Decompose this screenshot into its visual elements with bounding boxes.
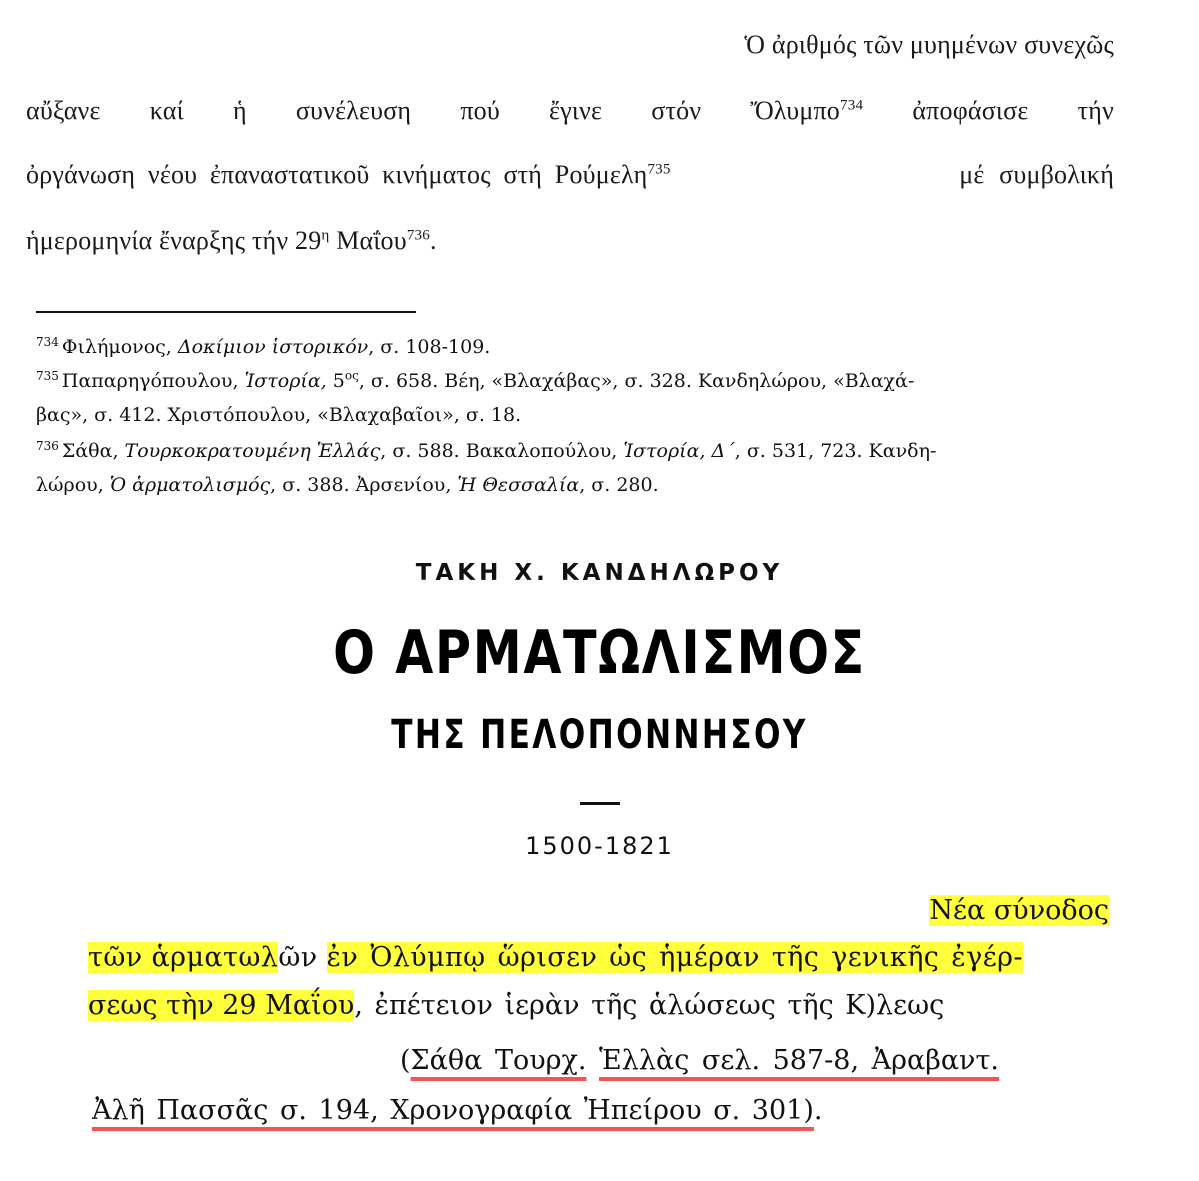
cover-divider [580,802,620,805]
word: αὔξανε [26,96,101,125]
word-olympos [750,96,863,126]
footnote-736-line1 [36,440,1126,462]
paren-open: ( [400,1045,411,1076]
footnote-title-italic: Ὁ ἁρματολισμός [109,474,271,496]
footnote-text: , σ. 388. Ἀρσενίου, [270,474,458,496]
footnote-text: Παπαρηγόπουλου, [61,370,245,392]
body-line-3 [26,160,1114,190]
period: . [430,226,437,255]
footnote-735-line2 [36,404,1126,426]
word: στόν [651,96,702,125]
excerpt-line-3 [88,990,944,1021]
footnote-text: 5 [326,370,345,392]
footnote-title-italic: Ἡ Θεσσαλία [457,474,580,496]
footnote-number: 735 [36,368,59,383]
footnote-735-line1 [36,370,1126,392]
footnote-ref-736[interactable]: 736 [406,227,431,244]
excerpt-line-4 [400,1045,999,1076]
underlined-citation: Σάθα Τουρχ. [410,1045,587,1076]
underlined-citation: Ἑλλὰς σελ. 587-8, Ἀραβαντ. [599,1045,999,1076]
month-text: Μαΐου [329,226,407,255]
footnote-text: , σ. 108-109. [368,336,491,358]
footnote-title-italic: Τουρκοκρατουμένη Ἑλλάς [124,440,381,462]
footnote-ref-734[interactable]: 734 [840,97,864,114]
book-author: ΤΑΚΗ Χ. ΚΑΝΔΗΛΩΡΟΥ [415,560,784,586]
book-subtitle: ΤΗΣ ΠΕΛΟΠΟΝΝΗΣΟΥ [391,712,808,758]
book-title: Ο ΑΡΜΑΤΩΛΙΣΜΟΣ [333,618,866,688]
footnote-title-italic: Ἱστορία, Δ΄ [623,440,735,462]
footnote-text: , σ. 658. Βέη, «Βλαχάβας», σ. 328. Κανδηλώρου, «Βλαχά- [358,370,915,392]
olympos-text: Ὄλυμπο [750,96,841,125]
highlighted-text: σεως τὴν 29 Μαΐου [88,990,355,1021]
footnote-title-italic: Ἱστορία, [244,370,327,392]
excerpt-line-5 [92,1095,822,1126]
ordinal-suffix: η [321,227,330,244]
footnote-title-italic: Δοκίμιον ἱστορικόν [177,336,369,358]
gap [586,1045,599,1076]
excerpt-text: ῶν [278,942,327,973]
footnote-text: , σ. 531, 723. Κανδη- [734,440,937,462]
footnote-text: , σ. 588. Βακαλοπούλου, [380,440,624,462]
word: ἡ [232,96,247,125]
highlighted-text: ἐν Ὀλύμπῳ ὥρισεν ὡς ἡμέραν τῆς γενικῆς ἐγέρ- [326,942,1023,973]
body-line-1 [26,30,1114,60]
footnote-text: Φιλήμονος, [61,336,178,358]
footnote-text: λώρου, [36,474,110,496]
footnote-number: 734 [36,334,59,349]
word: τήν [1077,96,1114,125]
footnote-text: , σ. 280. [579,474,659,496]
period: . [813,1095,823,1126]
body-line-3-text: ὀργάνωση νέου ἐπαναστατικοῦ κινήματος στή Ρούμελη [26,160,648,189]
underlined-citation: Ἀλῆ Πασσᾶς σ. 194, Χρονογραφία Ἠπείρου σ. 301) [92,1095,814,1126]
word: συνέλευση [295,96,412,125]
excerpt-line-1 [929,895,1109,926]
word: ἔγινε [549,96,603,125]
body-line-4-text: ἡμερομηνία ἔναρξης τήν 29 [26,226,322,255]
word: ἀποφάσισε [912,96,1029,125]
body-line-4 [26,226,1114,256]
body-line-3-tail: μέ συμβολική [959,160,1114,189]
footnote-734 [36,336,1126,358]
footnote-separator [36,311,416,313]
footnote-text: βας», σ. 412. Χριστόπουλου, «Βλαχαβαῖοι», σ. 18. [36,404,522,426]
footnote-ref-735[interactable]: 735 [647,161,671,178]
footnote-text: Σάθα, [61,440,125,462]
excerpt-line-2 [88,942,1108,973]
book-years: 1500-1821 [525,832,674,860]
word: καί [149,96,184,125]
footnote-736-line2 [36,474,1126,496]
body-line-3-head [26,160,671,190]
body-line-1-text: Ὁ ἀριθμός τῶν μυημένων συνεχῶς [744,30,1114,59]
excerpt-text: , ἐπέτειον ἱερὰν τῆς ἁλώσεως τῆς Κ)λεως [354,990,945,1021]
footnote-number: 736 [36,438,59,453]
word: πού [460,96,500,125]
highlighted-text: Νέα σύνοδος [929,895,1109,926]
ordinal-suffix: ος [344,368,359,383]
body-line-2 [26,96,1114,126]
highlighted-text: τῶν ἁρματωλ [88,942,279,973]
